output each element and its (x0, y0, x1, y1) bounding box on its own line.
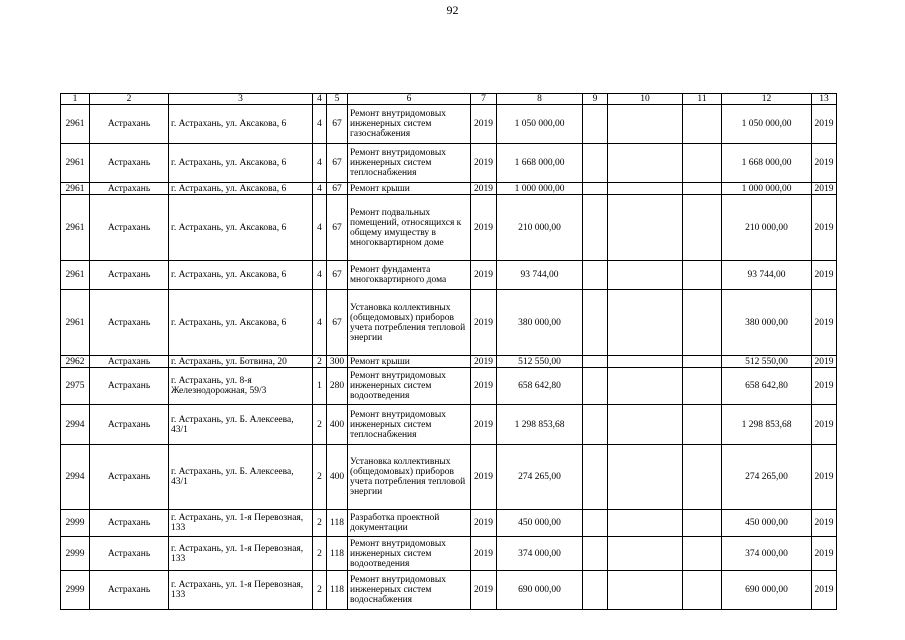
municipality-cell: Астрахань (90, 445, 169, 510)
total-cost-cell: 450 000,00 (722, 510, 812, 537)
cell-col9-cell (583, 537, 608, 571)
cell-col5-cell: 67 (327, 144, 348, 183)
completion-year-cell: 2019 (812, 445, 837, 510)
cell-col11-cell (683, 105, 722, 144)
address-cell: г. Астрахань, ул. Аксакова, 6 (169, 183, 313, 195)
table-row (61, 445, 837, 510)
address-cell: г. Астрахань, ул. Аксакова, 6 (169, 105, 313, 144)
cell-col11-cell (683, 183, 722, 195)
row-id-cell: 2961 (61, 261, 90, 290)
year-cell: 2019 (471, 368, 497, 405)
cost-cell: 1 298 853,68 (497, 405, 583, 445)
cell-col10-cell (608, 405, 683, 445)
column-number: 1 (61, 94, 90, 105)
work-type-cell: Ремонт подвальных помещений, относящихся к общему имуществу в многоквартирном доме (348, 195, 471, 261)
cell-col10-cell (608, 195, 683, 261)
municipality-cell: Астрахань (90, 183, 169, 195)
cost-cell: 450 000,00 (497, 510, 583, 537)
completion-year-cell: 2019 (812, 144, 837, 183)
total-cost-cell: 1 298 853,68 (722, 405, 812, 445)
cell-col4-cell: 2 (313, 510, 327, 537)
cell-col5-cell: 67 (327, 183, 348, 195)
municipality-cell: Астрахань (90, 105, 169, 144)
address-cell: г. Астрахань, ул. Аксакова, 6 (169, 144, 313, 183)
cell-col11-cell (683, 368, 722, 405)
column-number: 13 (812, 94, 837, 105)
cell-col4-cell: 4 (313, 195, 327, 261)
completion-year-cell: 2019 (812, 183, 837, 195)
cell-col5-cell: 280 (327, 368, 348, 405)
cell-col9-cell (583, 261, 608, 290)
completion-year-cell: 2019 (812, 105, 837, 144)
table-row (61, 144, 837, 183)
cell-col11-cell (683, 405, 722, 445)
cell-col4-cell: 1 (313, 368, 327, 405)
address-cell: г. Астрахань, ул. 1-я Перевозная, 133 (169, 510, 313, 537)
cost-cell: 274 265,00 (497, 445, 583, 510)
work-type-cell: Ремонт фундамента многоквартирного дома (348, 261, 471, 290)
total-cost-cell: 512 550,00 (722, 356, 812, 368)
completion-year-cell: 2019 (812, 537, 837, 571)
cell-col10-cell (608, 261, 683, 290)
cell-col4-cell: 4 (313, 105, 327, 144)
cell-col4-cell: 4 (313, 183, 327, 195)
cell-col5-cell: 118 (327, 571, 348, 610)
work-type-cell: Ремонт внутридомовых инженерных систем теплоснабжения (348, 405, 471, 445)
table-row (61, 510, 837, 537)
cost-cell: 380 000,00 (497, 290, 583, 356)
table-row (61, 105, 837, 144)
completion-year-cell: 2019 (812, 356, 837, 368)
cell-col11-cell (683, 510, 722, 537)
municipality-cell: Астрахань (90, 144, 169, 183)
cell-col5-cell: 400 (327, 405, 348, 445)
cell-col10-cell (608, 510, 683, 537)
completion-year-cell: 2019 (812, 195, 837, 261)
cell-col11-cell (683, 261, 722, 290)
work-type-cell: Разработка проектной документации (348, 510, 471, 537)
cell-col9-cell (583, 368, 608, 405)
row-id-cell: 2999 (61, 537, 90, 571)
column-number: 12 (722, 94, 812, 105)
cell-col10-cell (608, 537, 683, 571)
address-cell: г. Астрахань, ул. 1-я Перевозная, 133 (169, 571, 313, 610)
table-header-row (61, 94, 837, 105)
year-cell: 2019 (471, 261, 497, 290)
cell-col10-cell (608, 571, 683, 610)
municipality-cell: Астрахань (90, 195, 169, 261)
completion-year-cell: 2019 (812, 261, 837, 290)
cell-col4-cell: 2 (313, 537, 327, 571)
cell-col5-cell: 400 (327, 445, 348, 510)
municipality-cell: Астрахань (90, 261, 169, 290)
total-cost-cell: 1 668 000,00 (722, 144, 812, 183)
address-cell: г. Астрахань, ул. 8-я Железнодорожная, 59/3 (169, 368, 313, 405)
work-type-cell: Ремонт внутридомовых инженерных систем газоснабжения (348, 105, 471, 144)
row-id-cell: 2975 (61, 368, 90, 405)
cell-col9-cell (583, 144, 608, 183)
cell-col10-cell (608, 290, 683, 356)
cost-cell: 374 000,00 (497, 537, 583, 571)
work-type-cell: Установка коллективных (общедомовых) приборов учета потребления тепловой энергии (348, 290, 471, 356)
work-type-cell: Ремонт внутридомовых инженерных систем водоотведения (348, 537, 471, 571)
address-cell: г. Астрахань, ул. Аксакова, 6 (169, 261, 313, 290)
work-type-cell: Ремонт внутридомовых инженерных систем водоотведения (348, 368, 471, 405)
cost-cell: 690 000,00 (497, 571, 583, 610)
column-number: 5 (327, 94, 348, 105)
address-cell: г. Астрахань, ул. Ботвина, 20 (169, 356, 313, 368)
total-cost-cell: 210 000,00 (722, 195, 812, 261)
cell-col5-cell: 118 (327, 510, 348, 537)
completion-year-cell: 2019 (812, 368, 837, 405)
column-number: 7 (471, 94, 497, 105)
table-row (61, 571, 837, 610)
row-id-cell: 2961 (61, 183, 90, 195)
table-row (61, 290, 837, 356)
column-number: 11 (683, 94, 722, 105)
municipality-cell: Астрахань (90, 368, 169, 405)
work-type-cell: Ремонт крыши (348, 183, 471, 195)
year-cell: 2019 (471, 537, 497, 571)
row-id-cell: 2994 (61, 405, 90, 445)
row-id-cell: 2961 (61, 105, 90, 144)
work-type-cell: Ремонт крыши (348, 356, 471, 368)
total-cost-cell: 690 000,00 (722, 571, 812, 610)
cost-cell: 210 000,00 (497, 195, 583, 261)
cell-col11-cell (683, 144, 722, 183)
year-cell: 2019 (471, 183, 497, 195)
cost-cell: 1 050 000,00 (497, 105, 583, 144)
year-cell: 2019 (471, 445, 497, 510)
completion-year-cell: 2019 (812, 510, 837, 537)
total-cost-cell: 1 050 000,00 (722, 105, 812, 144)
total-cost-cell: 658 642,80 (722, 368, 812, 405)
column-number: 6 (348, 94, 471, 105)
work-type-cell: Установка коллективных (общедомовых) приборов учета потребления тепловой энергии (348, 445, 471, 510)
cost-cell: 512 550,00 (497, 356, 583, 368)
column-number: 10 (608, 94, 683, 105)
table-row (61, 537, 837, 571)
cell-col5-cell: 118 (327, 537, 348, 571)
column-number: 2 (90, 94, 169, 105)
cost-cell: 93 744,00 (497, 261, 583, 290)
cell-col9-cell (583, 195, 608, 261)
row-id-cell: 2961 (61, 195, 90, 261)
cell-col10-cell (608, 445, 683, 510)
cell-col4-cell: 4 (313, 290, 327, 356)
cell-col5-cell: 300 (327, 356, 348, 368)
cell-col10-cell (608, 183, 683, 195)
work-type-cell: Ремонт внутридомовых инженерных систем водоснабжения (348, 571, 471, 610)
address-cell: г. Астрахань, ул. Б. Алексеева, 43/1 (169, 445, 313, 510)
column-number: 8 (497, 94, 583, 105)
year-cell: 2019 (471, 356, 497, 368)
cell-col10-cell (608, 144, 683, 183)
cell-col4-cell: 4 (313, 261, 327, 290)
address-cell: г. Астрахань, ул. Аксакова, 6 (169, 290, 313, 356)
cell-col9-cell (583, 571, 608, 610)
total-cost-cell: 380 000,00 (722, 290, 812, 356)
cell-col5-cell: 67 (327, 261, 348, 290)
cell-col10-cell (608, 356, 683, 368)
cell-col9-cell (583, 183, 608, 195)
cell-col4-cell: 4 (313, 144, 327, 183)
table-row (61, 356, 837, 368)
year-cell: 2019 (471, 144, 497, 183)
address-cell: г. Астрахань, ул. Б. Алексеева, 43/1 (169, 405, 313, 445)
cell-col9-cell (583, 405, 608, 445)
page-number: 92 (446, 3, 459, 17)
year-cell: 2019 (471, 290, 497, 356)
total-cost-cell: 274 265,00 (722, 445, 812, 510)
row-id-cell: 2999 (61, 571, 90, 610)
row-id-cell: 2961 (61, 144, 90, 183)
work-type-cell: Ремонт внутридомовых инженерных систем теплоснабжения (348, 144, 471, 183)
cell-col4-cell: 2 (313, 405, 327, 445)
cell-col9-cell (583, 356, 608, 368)
completion-year-cell: 2019 (812, 405, 837, 445)
cell-col9-cell (583, 510, 608, 537)
table-row (61, 368, 837, 405)
municipality-cell: Астрахань (90, 290, 169, 356)
table-row (61, 261, 837, 290)
column-number: 4 (313, 94, 327, 105)
cell-col9-cell (583, 290, 608, 356)
cell-col10-cell (608, 105, 683, 144)
total-cost-cell: 1 000 000,00 (722, 183, 812, 195)
column-number: 9 (583, 94, 608, 105)
cell-col11-cell (683, 445, 722, 510)
completion-year-cell: 2019 (812, 571, 837, 610)
cell-col5-cell: 67 (327, 290, 348, 356)
column-number: 3 (169, 94, 313, 105)
table-row (61, 183, 837, 195)
cell-col4-cell: 2 (313, 356, 327, 368)
year-cell: 2019 (471, 571, 497, 610)
address-cell: г. Астрахань, ул. Аксакова, 6 (169, 195, 313, 261)
cell-col11-cell (683, 571, 722, 610)
municipality-cell: Астрахань (90, 405, 169, 445)
repair-program-table (60, 93, 837, 610)
cell-col5-cell: 67 (327, 105, 348, 144)
table-row (61, 195, 837, 261)
year-cell: 2019 (471, 195, 497, 261)
year-cell: 2019 (471, 105, 497, 144)
cell-col11-cell (683, 290, 722, 356)
municipality-cell: Астрахань (90, 510, 169, 537)
cell-col5-cell: 67 (327, 195, 348, 261)
row-id-cell: 2961 (61, 290, 90, 356)
cost-cell: 1 000 000,00 (497, 183, 583, 195)
total-cost-cell: 374 000,00 (722, 537, 812, 571)
cell-col4-cell: 2 (313, 445, 327, 510)
row-id-cell: 2999 (61, 510, 90, 537)
cell-col9-cell (583, 105, 608, 144)
completion-year-cell: 2019 (812, 290, 837, 356)
municipality-cell: Астрахань (90, 537, 169, 571)
row-id-cell: 2994 (61, 445, 90, 510)
table-row (61, 405, 837, 445)
cell-col10-cell (608, 368, 683, 405)
municipality-cell: Астрахань (90, 356, 169, 368)
cell-col11-cell (683, 195, 722, 261)
cost-cell: 658 642,80 (497, 368, 583, 405)
row-id-cell: 2962 (61, 356, 90, 368)
cell-col9-cell (583, 445, 608, 510)
year-cell: 2019 (471, 510, 497, 537)
year-cell: 2019 (471, 405, 497, 445)
municipality-cell: Астрахань (90, 571, 169, 610)
cell-col11-cell (683, 537, 722, 571)
cell-col11-cell (683, 356, 722, 368)
cell-col4-cell: 2 (313, 571, 327, 610)
total-cost-cell: 93 744,00 (722, 261, 812, 290)
address-cell: г. Астрахань, ул. 1-я Перевозная, 133 (169, 537, 313, 571)
cost-cell: 1 668 000,00 (497, 144, 583, 183)
